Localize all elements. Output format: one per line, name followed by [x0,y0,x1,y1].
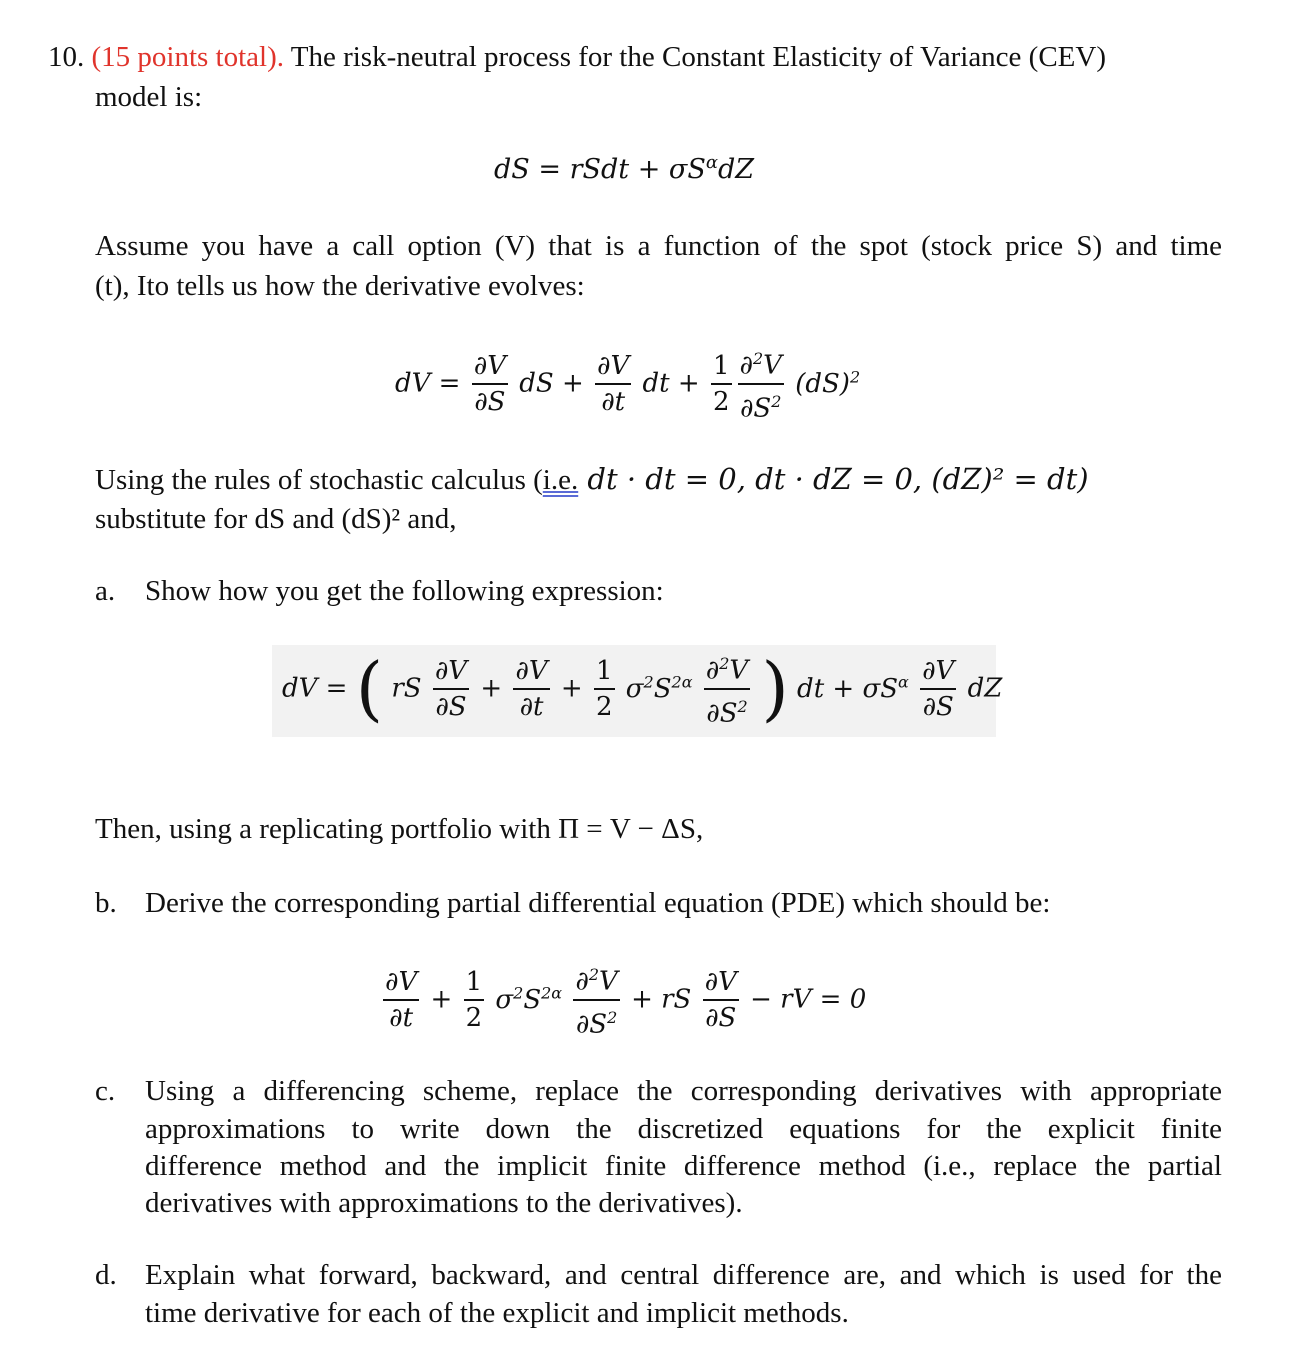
frac-dv-ds: $\frac{\partial V}{\partial S}$ [473,350,506,417]
question-number: 10. [48,41,85,73]
frac-a-dv-dt: $\frac{\partial V}{\partial t}$ [515,655,548,722]
rules-line-2: substitute for dS and (dS)² and, [95,503,457,535]
rules-text: Using the rules of stochastic calculus ( [95,464,543,496]
part-d-line-2: time derivative for each of the explicit and implicit methods. [145,1297,849,1329]
assume-line-1: Assume you have a call option (V) that is a function of the spot (stock price S) and time [95,230,1222,262]
ito-equation: dV = $\frac{\partial V}{\partial S}$ dS + $\frac{\partial V}{\partial t}$ dt + $\frac{1}{2}$ $\frac{\partial^2V}{\partial S^2}$ (dS)$^2$ [395,342,860,425]
part-b-text: Derive the corresponding partial differential equation (PDE) which should be: [145,887,1051,919]
rules-line-1 [95,459,1222,500]
process-equation-dz: dZ [717,154,755,185]
process-equation-main: dS = rSdt + σS [494,154,706,185]
frac-b-half: $\frac{1}{2}$ [465,966,483,1033]
frac-b-dv-ds: $\frac{\partial V}{\partial S}$ [704,966,737,1033]
part-c-line-3: difference method and the implicit finite difference method (i.e., replace the partial [145,1150,1222,1182]
process-equation-alpha: α [705,152,718,173]
intro-text: The risk-neutral process for the Constant Elasticity of Variance (CEV) [290,41,1106,73]
process-equation [494,152,754,185]
frac-b-dv-dt: $\frac{\partial V}{\partial t}$ [385,966,418,1033]
part-a-text: Show how you get the following expression: [145,575,664,607]
intro-text-2: model is: [95,81,203,113]
part-d-label: d. [95,1259,117,1291]
points-label: (15 points total). [91,41,285,73]
then-line: Then, using a replicating portfolio with Π = V − ΔS, [95,813,704,845]
pde-equation: $\frac{\partial V}{\partial t}$ + $\frac{1}{2}$ $\sigma^2S^{2\alpha}$ $\frac{\partial^2V}{\partial S^2}$ + rS $\frac{\partial V}{\partial S}$ − rV = 0 [380,958,866,1041]
part-c-line-4: derivatives with approximations to the derivatives). [145,1187,743,1219]
part-c-label: c. [95,1075,116,1107]
frac-a-half: $\frac{1}{2}$ [595,655,613,722]
part-c-line-1: Using a differencing scheme, replace the corresponding derivatives with appropriate [145,1075,1222,1107]
question-header [48,37,1106,77]
frac-b-d2v: $\frac{\partial^2V}{\partial S^2}$ [573,958,619,1041]
frac-a-dv-ds: $\frac{\partial V}{\partial S}$ [434,655,468,722]
frac-d2v-ds2: $\frac{\partial^2V}{\partial S^2}$ [738,342,784,425]
rules-identities: dt · dt = 0, dt · dZ = 0, (dZ)² = dt) [578,462,1089,496]
frac-a-d2v: $\frac{\partial^2V}{\partial S^2}$ [704,647,750,730]
frac-dv-dt: $\frac{\partial V}{\partial t}$ [597,350,630,417]
frac-half: $\frac{1}{2}$ [712,350,730,417]
part-b-label: b. [95,887,117,919]
dv-expression: dV = ( rS $\frac{\partial V}{\partial S}$ + $\frac{\partial V}{\partial t}$ + $\frac{1}{2}$ $\sigma^2S^{2\alpha}$ $\frac{\partial^2V}{\partial S^2}$ ) dt + $\sigma S^\alpha$ $\frac{\partial V}{\partial S}$ dZ [282,647,1003,730]
part-a-label: a. [95,575,116,607]
part-c-line-2: approximations to write down the discretized equations for the explicit finite [145,1113,1222,1145]
ie-abbrev: i.e. [542,464,579,496]
assume-line-2: (t), Ito tells us how the derivative evolves: [95,270,585,302]
frac-a-dv-ds-2: $\frac{\partial V}{\partial S}$ [922,655,955,722]
part-d-line-1: Explain what forward, backward, and central difference are, and which is used for the [145,1259,1222,1291]
